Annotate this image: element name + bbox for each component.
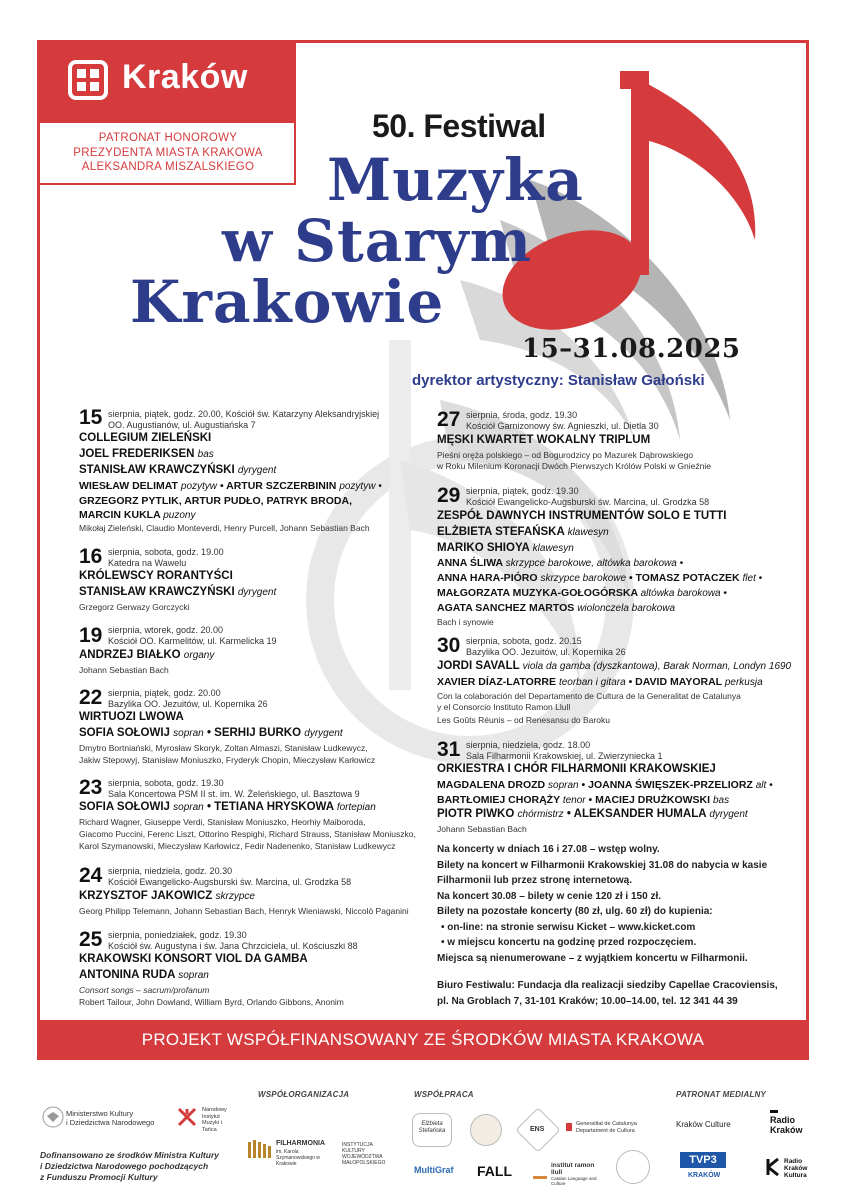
performer-role: dyrygent [709, 809, 748, 820]
label-coorganization: WSPÓŁORGANIZACJA [258, 1090, 350, 1099]
concert-meta-line-2: Kościół Ewangelicko-Augsburski św. Marcina, ul. Grodzka 58 [466, 497, 710, 507]
concert-meta-line-1: sierpnia, piątek, godz. 19.30 [466, 486, 579, 496]
patronage-line-2: PREZYDENTA MIASTA KRAKOWA [73, 146, 263, 159]
ministry-eagle-icon [42, 1106, 64, 1128]
performer-line [437, 557, 683, 569]
performer-line [79, 480, 382, 492]
repertoire: Richard Wagner, Giuseppe Verdi, Stanisław Moniuszko, Heorhiy Maiboroda, [79, 817, 366, 827]
radio-krakow-kultura-name [784, 1158, 807, 1179]
performer-name: ANNA HARA-PIÓRO [437, 572, 538, 584]
malopolska-institution: INSTYTUCJA KULTURY WOJEWÓDZTWA MAŁOPOLSKIEGO [342, 1142, 386, 1166]
repertoire: Jakiw Stepowyj, Stanisław Moniuszko, Fryderyk Chopin, Mieczysław Karłowicz [79, 755, 376, 765]
filharmonia-subtitle: im. Karola Szymanowskiego w Krakowie [276, 1149, 320, 1167]
concert-day: 29 [437, 484, 461, 507]
patronage-line-3: ALEKSANDRA MISZALSKIEGO [81, 161, 255, 173]
performer-name: • TETIANA HRYSKOWA [206, 801, 334, 813]
patronage-text [40, 131, 296, 175]
ticket-info-line: Na koncerty w dniach 16 i 27.08 – wstęp wolny. [437, 844, 660, 855]
repertoire: Les Goûts Réunis – od Renesansu do Baroku [437, 715, 610, 725]
cofunding-text: PROJEKT WSPÓŁFINANSOWANY ZE ŚRODKÓW MIASTA KRAKOWA [141, 1030, 705, 1049]
festival-edition: 50. Festiwal [372, 108, 546, 144]
ticket-info-line: Miejsca są nienumerowane – z wyjątkiem koncertu w Filharmonii. [437, 952, 748, 964]
concert-day: 24 [79, 864, 103, 887]
performer-line [437, 676, 763, 688]
performer-name: JORDI SAVALL [437, 660, 520, 672]
concert-meta-line-1: sierpnia, środa, godz. 19.30 [466, 410, 578, 420]
ticket-info-line: Filharmonii lub przez stronę internetową. [437, 875, 633, 886]
performer-role: skrzypce [215, 891, 255, 902]
concert-meta-line-1: sierpnia, sobota, godz. 20.15 [466, 636, 582, 646]
concert-meta-line-1: sierpnia, sobota, godz. 19.30 [108, 778, 224, 788]
label-cooperation: WSPÓŁPRACA [414, 1090, 474, 1099]
performer-role: dyrygent [237, 465, 277, 476]
performer-name: MAŁGORZATA MUZYKA-GOŁOGÓRSKA [437, 587, 638, 599]
performer-line [79, 448, 214, 460]
performer-name: ELŻBIETA STEFAŃSKA [437, 526, 565, 538]
fall-logo: FALL [477, 1163, 512, 1179]
performer-line: KRAKOWSKI KONSORT VIOL DA GAMBA [79, 953, 308, 965]
performer-role: altówka barokowa • [640, 588, 727, 599]
rk-line-1: Radio [784, 1158, 803, 1165]
repertoire: Bach i synowie [437, 617, 494, 627]
nimit-logo-icon [176, 1106, 198, 1128]
concert-meta-line-2: Kościół Garnizonowy św. Agnieszki, ul. Dietla 30 [466, 421, 659, 431]
repertoire: Mikołaj Zieleński, Claudio Monteverdi, Henry Purcell, Johann Sebastian Bach [79, 523, 370, 533]
performer-role: tenor [562, 795, 586, 806]
concert-meta-line-1: sierpnia, poniedziałek, godz. 19.30 [108, 930, 247, 940]
performer-line [437, 794, 729, 806]
radio-krakow-logo-icon [770, 1110, 778, 1113]
multigraf-logo: MultiGraf [414, 1165, 454, 1175]
radio-krakow-kultura-icon [766, 1158, 780, 1176]
performer-name: MARCIN KUKLA [79, 509, 161, 521]
performer-name: STANISŁAW KRAWCZYŃSKI [79, 586, 235, 598]
concert-meta-line-1: sierpnia, piątek, godz. 20.00 [108, 688, 221, 698]
radio-krakow-name [770, 1115, 803, 1135]
performer-line [437, 526, 609, 538]
ministry-line-2: i Dziedzictwa Narodowego [66, 1118, 155, 1127]
performer-line: COLLEGIUM ZIELEŃSKI [79, 432, 212, 444]
concert-day: 16 [79, 545, 103, 568]
repertoire: Giacomo Puccini, Ferenc Liszt, Ottorino Respighi, Richard Strauss, Stanisław Moniuszko, [79, 829, 416, 839]
concert-meta-line-1: sierpnia, niedziela, godz. 18.00 [466, 740, 591, 750]
stefanska-logo-text: Elżbieta Stefańska [418, 1121, 446, 1134]
performer-line [79, 890, 255, 902]
performer-line [79, 801, 376, 813]
performer-role: viola da gamba (dyszkantowa), Barak Norman, Londyn 1690 [522, 661, 792, 672]
performer-line [437, 602, 675, 614]
concert-meta-line-1: sierpnia, sobota, godz. 19.00 [108, 547, 224, 557]
performer-line [79, 649, 214, 661]
krakow-culture-logo: Kraków Culture [676, 1120, 731, 1129]
repertoire: Karol Szymanowski, Mieczysław Karłowicz, Fedir Nadenenko, Stanisław Ludkewycz [79, 841, 396, 851]
performer-name: • SERHIJ BURKO [206, 727, 302, 739]
performer-role: klawesyn [567, 527, 609, 538]
radio-krakow-line-2: Kraków [770, 1125, 803, 1135]
performer-line: ZESPÓŁ DAWNYCH INSTRUMENTÓW SOLO E TUTTI [437, 510, 727, 522]
generalitat-logo-icon [566, 1123, 572, 1131]
performer-role: teorban i gitara [558, 677, 626, 688]
title-line-2: w Starym [222, 207, 533, 275]
performer-name: • JOANNA ŚWIĘSZEK-PRZELIORZ [581, 779, 753, 791]
performer-line: ORKIESTRA I CHÓR FILHARMONII KRAKOWSKIEJ [437, 763, 716, 775]
concert-day: 22 [79, 686, 103, 709]
performer-line: GRZEGORZ PYTLIK, ARTUR PUDŁO, PATRYK BRODA, [79, 495, 352, 507]
round-emblem-logo [616, 1150, 650, 1184]
concert-meta-line-2: Kościół OO. Karmelitów, ul. Karmelicka 19 [108, 636, 277, 646]
repertoire: Consort songs – sacrum/profanum [79, 985, 210, 995]
repertoire: Georg Philipp Telemann, Johann Sebastian Bach, Henryk Wieniawski, Niccolò Paganini [79, 906, 409, 916]
repertoire: Dmytro Bortniański, Myrosław Skoryk, Zoltan Almaszi, Stanisław Ludkewycz, [79, 743, 368, 753]
concert-meta-line-2: Katedra na Wawelu [108, 558, 187, 568]
repertoire: Grzegorz Gerwazy Gorczycki [79, 602, 190, 612]
performer-role: pozytyw • [339, 481, 382, 492]
ticket-info-line: • on-line: na stronie serwisu Kicket – www.kicket.com [441, 921, 696, 933]
performer-name: ANTONINA RUDA [79, 969, 176, 981]
concert-meta-line-2: Bazylika OO. Jezuitów, ul. Kopernika 26 [108, 699, 268, 709]
funding-line-2: i Dziedzictwa Narodowego pochodzących [40, 1161, 209, 1171]
performer-role: puzony [163, 510, 196, 521]
performer-line [437, 587, 727, 599]
performer-role: wiolonczela barokowa [577, 603, 676, 614]
performer-role: sopran [178, 970, 209, 981]
performer-role: fortepian [336, 802, 376, 813]
performer-name: • MACIEJ DRUŻKOWSKI [588, 794, 711, 806]
seal-logo [470, 1114, 502, 1146]
performer-role: bas [712, 795, 730, 806]
generalitat-name: Generalitat de Catalunya Departament de Cultura [576, 1121, 637, 1134]
concert-meta-line-2: Kościół Ewangelicko-Augsburski św. Marcina, ul. Grodzka 58 [108, 877, 352, 887]
festival-office [437, 978, 797, 1009]
label-media-patronage: PATRONAT MEDIALNY [676, 1090, 767, 1099]
performer-name: SOFIA SOŁOWIJ [79, 801, 170, 813]
note-red-flag [640, 80, 755, 240]
concert-day: 15 [79, 406, 103, 429]
repertoire: Con la colaboración del Departamento de Cultura de la Generalitat de Catalunya [437, 691, 741, 701]
performer-name: • ARTUR SZCZERBININ [219, 480, 337, 492]
performer-line [437, 779, 773, 791]
performer-role: bas [197, 449, 214, 460]
ministry-funding-note [40, 1150, 219, 1183]
ens-logo-text: ENS [530, 1126, 545, 1133]
performer-line [79, 464, 276, 476]
ticket-info-line: Na koncert 30.08 – bilety w cenie 120 zł i 150 zł. [437, 890, 662, 902]
performer-name: KRZYSZTOF JAKOWICZ [79, 890, 213, 902]
concert-day: 25 [79, 928, 103, 951]
llull-subtitle: Catalan Language and Culture [551, 1176, 597, 1186]
concert-meta-line-2: Kościół św. Augustyna i św. Jana Chrzciciela, ul. Kościuszki 88 [108, 941, 358, 951]
rk-line-3: Kultura [784, 1172, 807, 1179]
concert-meta-line-2: Sala Koncertowa PSM II st. im. W. Żeleńskiego, ul. Basztowa 9 [108, 789, 360, 799]
performer-name: XAVIER DÍAZ-LATORRE [437, 676, 557, 688]
artistic-director: dyrektor artystyczny: Stanisław Gałoński [412, 372, 705, 389]
ministry-line-1: Ministerstwo Kultury [66, 1109, 134, 1118]
performer-name: • DAVID MAYORAL [628, 676, 722, 688]
llull-logo-icon [533, 1164, 547, 1179]
performer-role: pozytyw [180, 481, 218, 492]
performer-line: KRÓLEWSCY RORANTYŚCI [79, 570, 233, 582]
filharmonia-logo-icon [247, 1138, 273, 1160]
performer-name: BARTŁOMIEJ CHORĄŻY [437, 794, 560, 806]
funding-line-3: z Funduszu Promocji Kultury [40, 1172, 158, 1182]
performer-line: WIRTUOZI LWOWA [79, 711, 184, 723]
tvp3-logo: TVP3 [680, 1152, 726, 1168]
performer-name: SOFIA SOŁOWIJ [79, 727, 170, 739]
concert-meta-line-2: Sala Filharmonii Krakowskiej, ul. Zwierzyniecka 1 [466, 751, 663, 761]
radio-krakow-line-1: Radio [770, 1115, 796, 1125]
brand-city-name: Kraków [122, 58, 248, 96]
performer-role: perkusja [724, 677, 763, 688]
concert-day: 31 [437, 738, 461, 761]
performer-name: STANISŁAW KRAWCZYŃSKI [79, 464, 235, 476]
performer-name: ANDRZEJ BIAŁKO [79, 649, 181, 661]
concert-meta-line-1: sierpnia, wtorek, godz. 20.00 [108, 625, 224, 635]
tvp3-subtitle: KRAKÓW [688, 1172, 721, 1179]
performer-line [437, 660, 791, 672]
performer-line [79, 727, 343, 739]
title-line-1: Muzyka [327, 146, 584, 214]
festival-dates: 15–31.08.2025 [522, 334, 741, 364]
funding-line-1: Dofinansowano ze środków Ministra Kultury [40, 1150, 219, 1160]
ticket-info-line: • w miejscu koncertu na godzinę przed rozpoczęciem. [441, 937, 697, 948]
repertoire: y el Consorcio Instituto Ramon Llull [437, 702, 571, 712]
repertoire: Robert Tailour, John Dowland, William Byrd, Orlando Gibbons, Anonim [79, 997, 344, 1007]
office-line: pl. Na Groblach 7, 31-101 Kraków; 10.00–14.00, tel. 12 341 44 39 [437, 995, 738, 1007]
repertoire: w Roku Milenium Koronacji Dwóch Pierwszych Królów Polski w Gnieźnie [437, 461, 711, 471]
ticket-info-line: Bilety na koncert w Filharmonii Krakowskiej 31.08 do nabycia w kasie [437, 859, 768, 871]
ticket-info [437, 842, 797, 966]
nimit-name: Narodowy Instytut Muzyki i Tańca [202, 1107, 227, 1133]
performer-role: dyrygent [237, 587, 277, 598]
performer-name: JOEL FREDERIKSEN [79, 448, 195, 460]
performer-line: MĘSKI KWARTET WOKALNY TRIPLUM [437, 434, 651, 446]
performer-name: MARIKO SHIOYA [437, 542, 530, 554]
performer-name: • TOMASZ POTACZEK [628, 572, 740, 584]
office-line: Biuro Festiwalu: Fundacja dla realizacji siedziby Capellae Cracoviensis, [437, 980, 778, 991]
performer-line [437, 542, 574, 554]
performer-role: organy [183, 650, 215, 661]
performer-name: ANNA ŚLIWA [437, 557, 503, 569]
performer-name: PIOTR PIWKO [437, 808, 515, 820]
performer-line [79, 509, 195, 521]
performer-name: AGATA SANCHEZ MARTOS [437, 602, 575, 614]
performer-line [437, 808, 748, 820]
performer-name: • ALEKSANDER HUMALA [566, 808, 707, 820]
filharmonia-name: FILHARMONIA [276, 1140, 325, 1147]
concert-day: 30 [437, 634, 461, 657]
krakow-logo-icon [68, 60, 108, 100]
performer-line [79, 969, 209, 981]
performer-role: sopran [173, 728, 204, 739]
performer-role: flet • [742, 573, 763, 584]
performer-role: dyrygent [304, 728, 343, 739]
concert-day: 23 [79, 776, 103, 799]
performer-line [437, 572, 762, 584]
repertoire: Johann Sebastian Bach [79, 665, 169, 675]
ticket-info-line: Bilety na pozostałe koncerty (80 zł, ulg. 60 zł) do kupienia: [437, 906, 713, 917]
concert-day: 19 [79, 624, 103, 647]
performer-role: skrzypce barokowe, altówka barokowa • [505, 558, 684, 569]
performer-role: alt • [755, 780, 773, 791]
repertoire: Johann Sebastian Bach [437, 824, 527, 834]
performer-name: WIESŁAW DELIMAT [79, 480, 178, 492]
rk-line-2: Kraków [784, 1165, 808, 1172]
performer-line [79, 586, 276, 598]
concert-meta-line-1: sierpnia, piątek, godz. 20.00, Kościół św. Katarzyny Aleksandryjskiej [108, 409, 380, 419]
title-line-3: Krakowie [130, 268, 445, 336]
concert-meta-line-1: sierpnia, niedziela, godz. 20.30 [108, 866, 233, 876]
ministry-name [66, 1109, 154, 1127]
concert-meta-line-2: OO. Augustianów, ul. Augustiańska 7 [108, 420, 256, 430]
performer-role: sopran [173, 802, 204, 813]
performer-role: chórmistrz [517, 809, 564, 820]
performer-role: skrzypce barokowe [540, 573, 627, 584]
concert-day: 27 [437, 408, 461, 431]
performer-name: MAGDALENA DROZD [437, 779, 546, 791]
llull-name: institut ramon llull [551, 1162, 595, 1176]
performer-role: klawesyn [532, 543, 574, 554]
repertoire: Pieśni oręża polskiego – od Bogurodzicy po Mazurek Dąbrowskiego [437, 450, 694, 460]
patronage-line-1: PATRONAT HONOROWY [98, 132, 238, 144]
performer-role: sopran [548, 780, 579, 791]
concert-meta-line-2: Bazylika OO. Jezuitów, ul. Kopernika 26 [466, 647, 626, 657]
